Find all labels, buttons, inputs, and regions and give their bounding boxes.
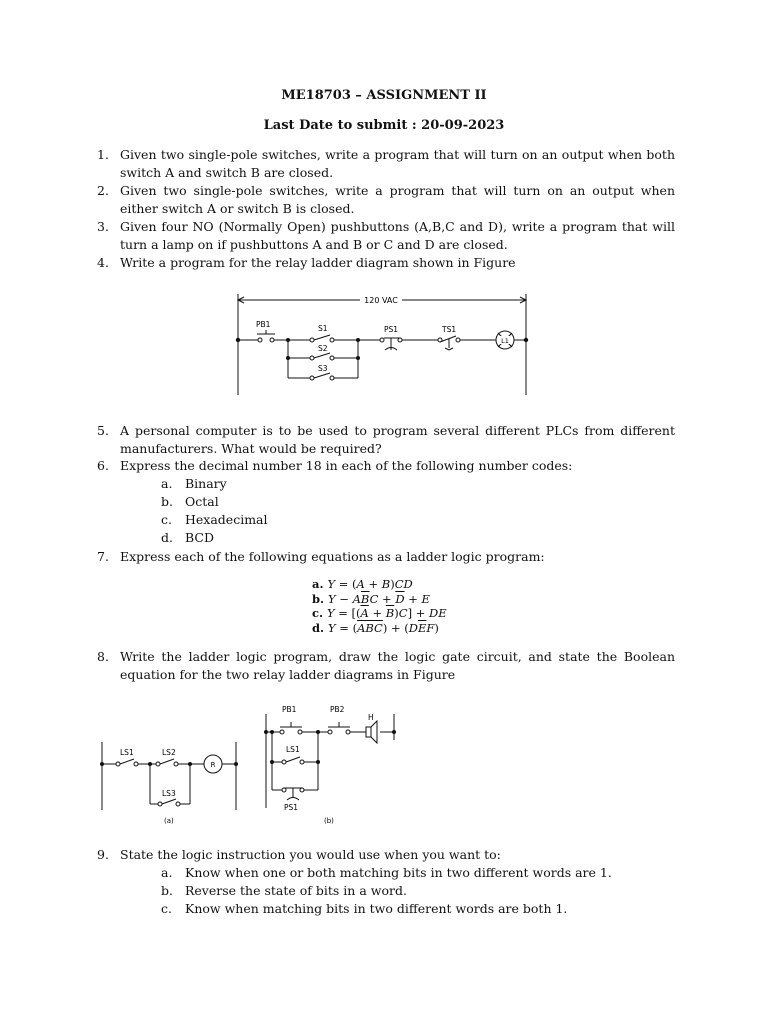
question-7 bbox=[97, 548, 675, 566]
fig-a-caption: (a) bbox=[164, 817, 174, 825]
due-date: Last Date to submit : 20-09-2023 bbox=[263, 118, 505, 133]
q6-item-b: b. Octal bbox=[161, 494, 219, 509]
question-text: Express the decimal number 18 in each of the following number codes: bbox=[120, 458, 573, 473]
supply-label: 120 VAC bbox=[364, 296, 398, 305]
question-text: Write the ladder logic program, draw the logic gate circuit, and state the Boolean equation for the two relay ladder diagrams in Figure bbox=[120, 649, 675, 682]
ts1-label: TS1 bbox=[442, 325, 457, 334]
question-text: Write a program for the relay ladder diagram shown in Figure bbox=[120, 255, 516, 270]
question-2 bbox=[97, 182, 675, 218]
q6-item-d: d. BCD bbox=[161, 530, 215, 545]
question-number: 6. bbox=[97, 458, 109, 473]
question-text: Given four NO (Normally Open) pushbuttons (A,B,C and D), write a program that will turn a lamp on if pushbuttons A and B or C and D are closed. bbox=[120, 219, 675, 252]
question-number: 9. bbox=[97, 847, 109, 862]
fig-a-ls3-label: LS3 bbox=[162, 789, 176, 798]
fig-b-ls1-label: LS1 bbox=[286, 745, 300, 754]
fig-a-ls2-label: LS2 bbox=[162, 748, 176, 757]
question-6 bbox=[97, 457, 675, 475]
question-9 bbox=[97, 846, 675, 864]
question-5 bbox=[97, 422, 675, 458]
question-text: A personal computer is to be used to program several different PLCs from different manufacturers. What would be required? bbox=[120, 423, 675, 456]
fig-b-pb1-label: PB1 bbox=[282, 705, 297, 714]
question-text: Given two single-pole switches, write a program that will turn on an output when either switch A or switch B is closed. bbox=[120, 183, 675, 216]
equation-c: c. $Y = [(\overline{A} + \overline{B})C]$ + DE bbox=[312, 606, 447, 620]
relay-ladder-figure-q8 bbox=[96, 700, 406, 830]
ps1-label: PS1 bbox=[384, 325, 399, 334]
question-number: 8. bbox=[97, 649, 109, 664]
pb1-label: PB1 bbox=[256, 320, 271, 329]
question-text: Express each of the following equations as a ladder logic program: bbox=[120, 549, 545, 564]
question-number: 2. bbox=[97, 183, 109, 198]
question-text: Given two single-pole switches, write a program that will turn on an output when both switch A and switch B are closed. bbox=[120, 147, 675, 180]
question-number: 7. bbox=[97, 549, 109, 564]
question-number: 1. bbox=[97, 147, 109, 162]
s2-label: S2 bbox=[318, 344, 328, 353]
equation-list bbox=[312, 577, 447, 635]
s1-label: S1 bbox=[318, 324, 328, 333]
lamp-label: L1 bbox=[501, 337, 509, 345]
page-title: ME18703 – ASSIGNMENT II bbox=[281, 88, 487, 103]
fig-b-pb2-label: PB2 bbox=[330, 705, 345, 714]
question-8 bbox=[97, 648, 675, 684]
q9-item-b: b. Reverse the state of bits in a word. bbox=[161, 883, 407, 898]
equation-a: a. Y = (A + B)CD bbox=[312, 577, 413, 591]
s3-label: S3 bbox=[318, 364, 328, 373]
relay-ladder-figure-q4 bbox=[230, 290, 530, 400]
fig-b-ps1-label: PS1 bbox=[284, 803, 299, 812]
question-number: 5. bbox=[97, 423, 109, 438]
equation-b: b. $Y - A\overline{B}C + \overline{D} + E$ bbox=[312, 591, 430, 606]
q9-item-a: a. Know when one or both matching bits in two different words are 1. bbox=[161, 865, 612, 880]
question-number: 4. bbox=[97, 255, 109, 270]
q6-item-c: c. Hexadecimal bbox=[161, 512, 268, 527]
fig-b-horn-label: H bbox=[368, 713, 374, 722]
q9-item-c: c. Know when matching bits in two different words are both 1. bbox=[161, 901, 568, 916]
question-text: State the logic instruction you would use when you want to: bbox=[120, 847, 501, 862]
q6-item-a: a. Binary bbox=[161, 476, 227, 491]
question-4 bbox=[97, 254, 675, 272]
fig-a-ls1-label: LS1 bbox=[120, 748, 134, 757]
question-3 bbox=[97, 218, 675, 254]
fig-b-caption: (b) bbox=[324, 817, 334, 825]
question-number: 3. bbox=[97, 219, 109, 234]
fig-a-relay-label: R bbox=[210, 761, 216, 769]
question-1 bbox=[97, 146, 675, 182]
equation-d: d. $Y = (\overline{ABC}) + (D\overline{E}F)$ bbox=[312, 620, 439, 635]
